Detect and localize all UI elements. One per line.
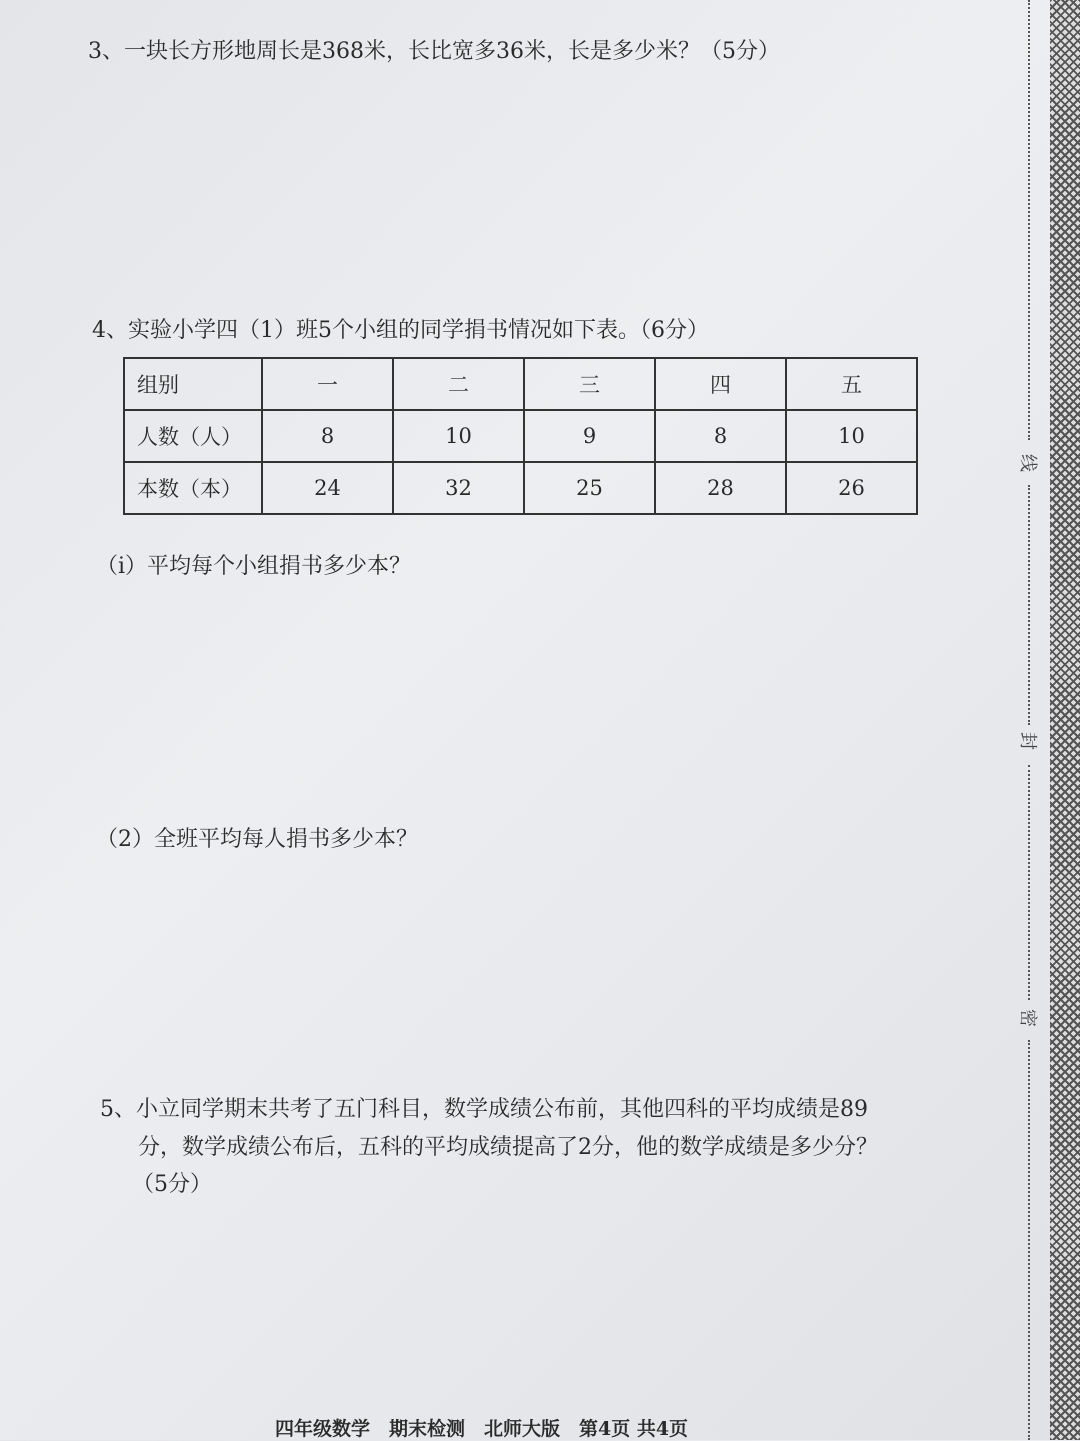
table-cell: 26 <box>786 462 917 514</box>
table-row <box>124 410 917 462</box>
page-footer: 四年级数学 期末检测 北师大版 第4页 共4页 <box>275 1418 689 1440</box>
table-cell: 三 <box>524 358 655 410</box>
table-cell: 组别 <box>124 358 262 410</box>
table-cell: 二 <box>393 358 524 410</box>
margin-label-mi: 密 <box>1017 1009 1038 1027</box>
table-cell: 28 <box>655 462 786 514</box>
table-cell: 9 <box>524 410 655 462</box>
question-5-line-3: （5分） <box>132 1172 212 1197</box>
table-header-row <box>124 358 917 410</box>
question-4-part-2: （2）全班平均每人捐书多少本？ <box>96 827 418 852</box>
question-4: 4、实验小学四（1）班5个小组的同学捐书情况如下表。（6分） <box>92 318 709 343</box>
table-cell: 10 <box>393 410 524 462</box>
table-cell: 人数（人） <box>124 410 262 462</box>
question-3: 3、一块长方形地周长是368米，长比宽多36米，长是多少米？（5分） <box>88 39 780 64</box>
question-5-line-1: 5、小立同学期末共考了五门科目，数学成绩公布前，其他四科的平均成绩是89 <box>100 1097 868 1122</box>
question-4-part-1: （i）平均每个小组捐书多少本？ <box>96 554 412 579</box>
table-row <box>124 462 917 514</box>
question-5-line-2: 分，数学成绩公布后，五科的平均成绩提高了2分，他的数学成绩是多少分？ <box>138 1135 878 1160</box>
hatched-margin <box>1050 0 1080 1440</box>
binding-line <box>1028 765 1030 1000</box>
table-cell: 32 <box>393 462 524 514</box>
table-cell: 8 <box>655 410 786 462</box>
table-cell: 四 <box>655 358 786 410</box>
table-cell: 8 <box>262 410 393 462</box>
binding-line <box>1028 0 1030 440</box>
table-cell: 10 <box>786 410 917 462</box>
table-cell: 24 <box>262 462 393 514</box>
table-cell: 25 <box>524 462 655 514</box>
binding-line <box>1028 1040 1030 1440</box>
donation-table <box>123 357 918 515</box>
margin-label-xian: 线 <box>1017 454 1038 472</box>
margin-label-feng: 封 <box>1017 732 1038 750</box>
table-cell: 一 <box>262 358 393 410</box>
table-cell: 五 <box>786 358 917 410</box>
binding-line <box>1028 485 1030 725</box>
table-cell: 本数（本） <box>124 462 262 514</box>
